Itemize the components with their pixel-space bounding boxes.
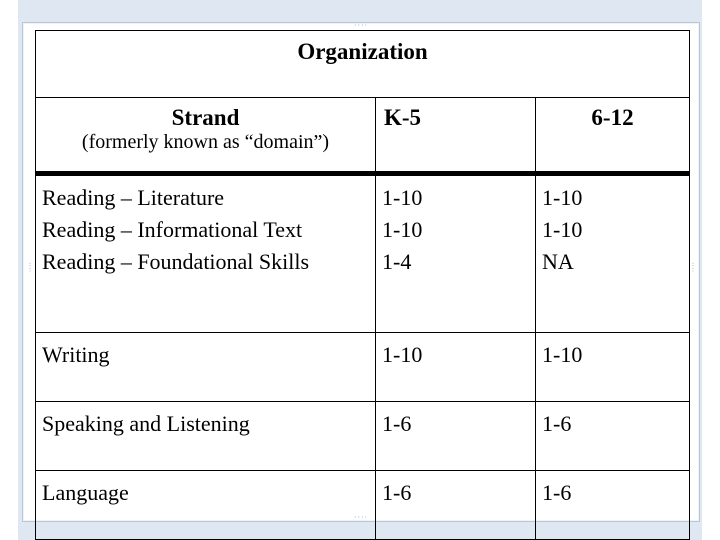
grades-6-12-value: NA (542, 249, 574, 274)
grades-6-12-value: 1-10 (542, 342, 583, 367)
table-title: Organization (297, 39, 428, 64)
strand-speaking-listening: Speaking and Listening (42, 411, 250, 436)
resize-handle-bottom[interactable]: ···· (354, 513, 369, 522)
grades-6-12-value: 1-6 (542, 411, 572, 436)
strand-reading-foundational: Reading – Foundational Skills (42, 249, 310, 274)
k5-value: 1-10 (382, 342, 423, 367)
table-row (36, 471, 690, 540)
resize-handle-left[interactable]: ···· (25, 262, 34, 273)
grades-6-12-value: 1-10 (542, 217, 583, 242)
k5-cell (376, 402, 536, 471)
k5-value: 1-4 (382, 249, 412, 274)
strand-cell (36, 402, 376, 471)
table-row (36, 402, 690, 471)
grades-6-12-cell (536, 471, 690, 540)
strand-language: Language (42, 480, 129, 505)
strand-reading-literature: Reading – Literature (42, 185, 225, 210)
k5-cell (376, 174, 536, 333)
strand-cell (36, 471, 376, 540)
strand-cell (36, 174, 376, 333)
table-title-cell (36, 31, 690, 98)
slide-right-margin (702, 0, 720, 540)
grades-6-12-value: 1-10 (542, 185, 583, 210)
k5-header: K-5 (376, 98, 536, 174)
strand-cell (36, 333, 376, 402)
k5-cell (376, 471, 536, 540)
k5-value: 1-10 (382, 185, 423, 210)
grades-6-12-cell (536, 402, 690, 471)
grades-6-12-cell (536, 174, 690, 333)
k5-cell (376, 333, 536, 402)
strand-header (36, 98, 376, 174)
strand-writing: Writing (42, 342, 110, 367)
organization-table (35, 30, 690, 540)
k5-value: 1-6 (382, 411, 412, 436)
grades-6-12-cell (536, 333, 690, 402)
resize-handle-right[interactable]: ···· (688, 262, 697, 273)
k5-value: 1-10 (382, 217, 423, 242)
strand-header-note: (formerly known as “domain”) (81, 131, 330, 153)
k5-value: 1-6 (382, 480, 412, 505)
strand-header-label: Strand (171, 105, 240, 130)
slide-left-margin (0, 0, 18, 540)
table-row (36, 174, 690, 333)
grades-6-12-value: 1-6 (542, 480, 572, 505)
resize-handle-top[interactable]: ···· (354, 21, 369, 30)
strand-reading-informational: Reading – Informational Text (42, 217, 303, 242)
grades-6-12-header: 6-12 (536, 98, 690, 174)
table-row (36, 333, 690, 402)
